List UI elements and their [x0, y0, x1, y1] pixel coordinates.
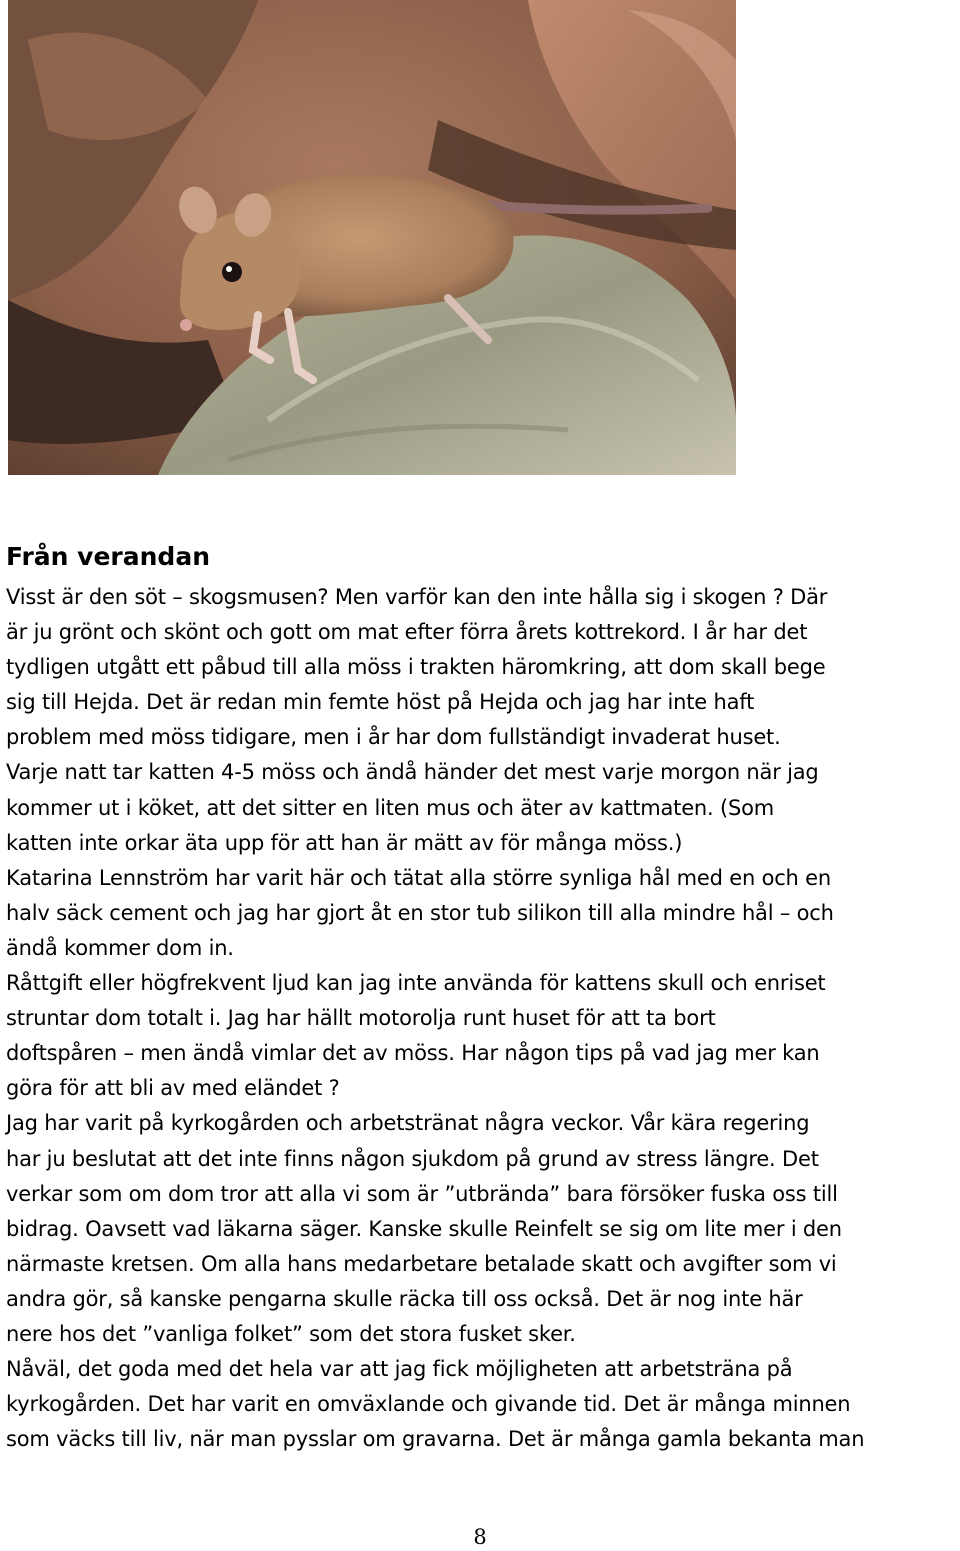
body-line: Nåväl, det goda med det hela var att jag fick möjligheten att arbetsträna på [6, 1357, 793, 1382]
body-line: andra gör, så kanske pengarna skulle räcka till oss också. Det är nog inte här [6, 1286, 803, 1311]
body-line: verkar som om dom tror att alla vi som är ”utbrända” bara försöker fuska oss till [6, 1181, 838, 1206]
body-line: är ju grönt och skönt och gott om mat efter förra årets kottrekord. I år har det [6, 620, 808, 645]
article-title: Från verandan [6, 542, 210, 571]
body-line: närmaste kretsen. Om alla hans medarbetare betalade skatt och avgifter som vi [6, 1251, 837, 1276]
body-line: doftspåren – men ändå vimlar det av möss. Har någon tips på vad jag mer kan [6, 1041, 820, 1066]
body-line: tydligen utgått ett påbud till alla möss i trakten häromkring, att dom skall bege [6, 655, 826, 680]
body-line: göra för att bli av med eländet ? [6, 1076, 340, 1101]
body-line: katten inte orkar äta upp för att han är mätt av för många möss.) [6, 830, 683, 855]
body-line: Visst är den söt – skogsmusen? Men varför kan den inte hålla sig i skogen ? Där [6, 585, 828, 609]
body-line: Varje natt tar katten 4-5 möss och ändå händer det mest varje morgon när jag [6, 760, 819, 785]
body-line: kommer ut i köket, att det sitter en liten mus och äter av kattmaten. (Som [6, 795, 775, 820]
body-line: har ju beslutat att det inte finns någon sjukdom på grund av stress längre. Det [6, 1146, 819, 1171]
body-line: ändå kommer dom in. [6, 935, 234, 960]
body-line: som väcks till liv, när man pysslar om gravarna. Det är många gamla bekanta man [6, 1427, 865, 1452]
body-line: halv säck cement och jag har gjort åt en stor tub silikon till alla mindre hål – och [6, 900, 834, 925]
page-number: 8 [473, 1525, 487, 1549]
body-line: Katarina Lennström har varit här och tätat alla större synliga hål med en och en [6, 865, 831, 890]
body-line: kyrkogården. Det har varit en omväxlande och givande tid. Det är många minnen [6, 1392, 851, 1417]
body-line: sig till Hejda. Det är redan min femte höst på Hejda och jag har inte haft [6, 690, 755, 715]
body-line: problem med möss tidigare, men i år har dom fullständigt invaderat huset. [6, 725, 781, 750]
wood-mouse-photo [8, 0, 736, 475]
body-line: nere hos det ”vanliga folket” som det stora fusket sker. [6, 1321, 576, 1346]
article-body [6, 580, 958, 1457]
body-line: Råttgift eller högfrekvent ljud kan jag inte använda för kattens skull och enriset [6, 971, 826, 996]
body-line: bidrag. Oavsett vad läkarna säger. Kanske skulle Reinfelt se sig om lite mer i den [6, 1216, 842, 1241]
body-line: Jag har varit på kyrkogården och arbetstränat några veckor. Vår kära regering [6, 1111, 810, 1136]
body-line: struntar dom totalt i. Jag har hällt motorolja runt huset för att ta bort [6, 1006, 716, 1031]
